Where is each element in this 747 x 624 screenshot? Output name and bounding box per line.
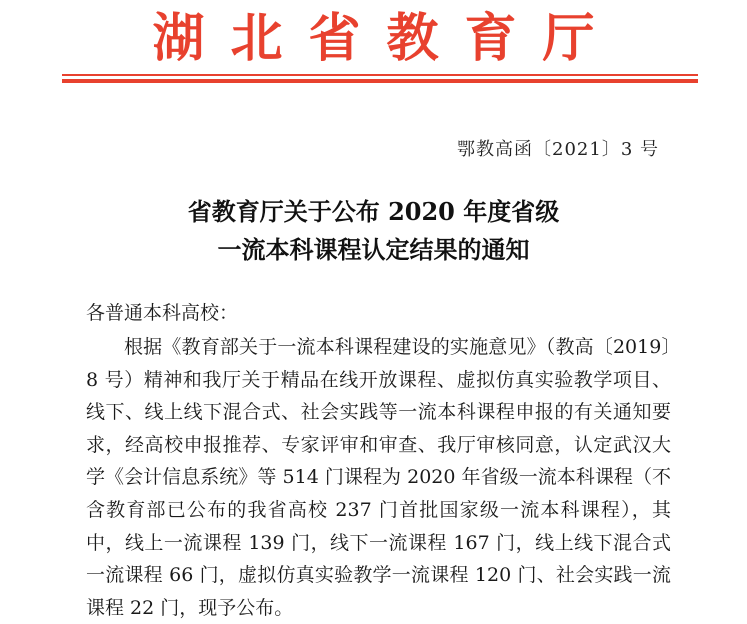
- document-title-line-1: 省教育厅关于公布 2020 年度省级: [187, 197, 560, 226]
- body-paragraph: 根据《教育部关于一流本科课程建设的实施意见》（教高〔2019〕8 号）精神和我厅关于精品在线开放课程、虚拟仿真实验教学项目、线下、线上线下混合式、社会实践等一流本科课程申报的有关通知要求，经高校申报推荐、专家评审和审查、我厅审核同意，认定武汉大学《会计信息系统》等 514 门课程为 2020 年省级一流本科课程（不含教育部已公布的我省高校 237 门首批国家级一流本科课程），其中，线上一流课程 139 门，线下一流课程 167 门，线上线下混合式一流课程 66 门，虚拟仿真实验教学一流课程 120 门、社会实践一流课程 22 门，现予公布。: [86, 336, 671, 619]
- document-number: 鄂教高函〔2021〕3 号: [457, 139, 659, 160]
- masthead-rule-thin: [62, 74, 698, 76]
- salutation: 各普通本科高校：: [86, 302, 239, 324]
- document-title-line-2: 一流本科课程认定结果的通知: [217, 235, 530, 264]
- masthead-org-name: 湖北省教育厅: [152, 8, 621, 69]
- masthead-rule-thick: [62, 79, 698, 83]
